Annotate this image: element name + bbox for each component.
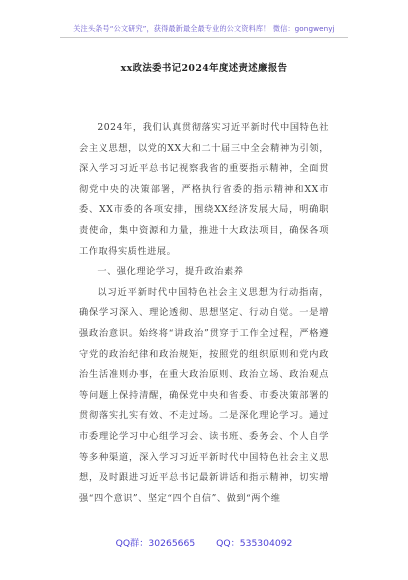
- intro-paragraph: 2024年，我们认真贯彻落实习近平新时代中国特色社会主义思想，以党的XX大和二十届三中全会精神为引领，深入学习习近平总书记视察我省的重要指示精神，全面贯彻党中央的决策部署，严格执行省委的指示精神和XX市委、XX市委的各项安排，围绕XX经济发展大局，明确职责使命，集中资源和力量，推进十大政法项目，确保各项工作取得实质性进展。: [79, 122, 329, 257]
- section-1-paragraph: 以习近平新时代中国特色社会主义思想为行动指南，确保学习深入、理论透彻、思想坚定、行动自觉。一是增强政治意识。始终将“讲政治”贯穿于工作全过程，严格遵守党的政治纪律和政治规矩，按照党的组织原则和党内政治生活准则办事，在重大政治原则、政治立场、政治观点等问题上保持清醒，确保党中央和省委、市委决策部署的贯彻落实扎实有效、不走过场。二是深化理论学习。通过市委理论学习中心组学习会、读书班、委务会、个人自学等多种渠道，深入学习习近平新时代中国特色社会主义思想，及时跟进习近平总书记最新讲话和指示精神，切实增强“四个意识”、坚定“四个自信”、做到“两个维: [79, 286, 329, 504]
- document-body: [79, 118, 329, 509]
- section-heading-1: 一、强化理论学习，提升政治素养: [97, 266, 244, 278]
- qq-group-number: QQ群：30265665: [115, 538, 196, 549]
- header-divider: [60, 37, 348, 38]
- document-title: xx政法委书记2024年度述责述廉报告: [120, 63, 288, 74]
- footer-contact: [0, 535, 408, 549]
- qq-number: QQ：535304092: [216, 538, 293, 549]
- header-banner: 关注头条号“公文研究”，获得最新最全最专业的公文资料库！ 微信：gongwenyj: [73, 24, 335, 33]
